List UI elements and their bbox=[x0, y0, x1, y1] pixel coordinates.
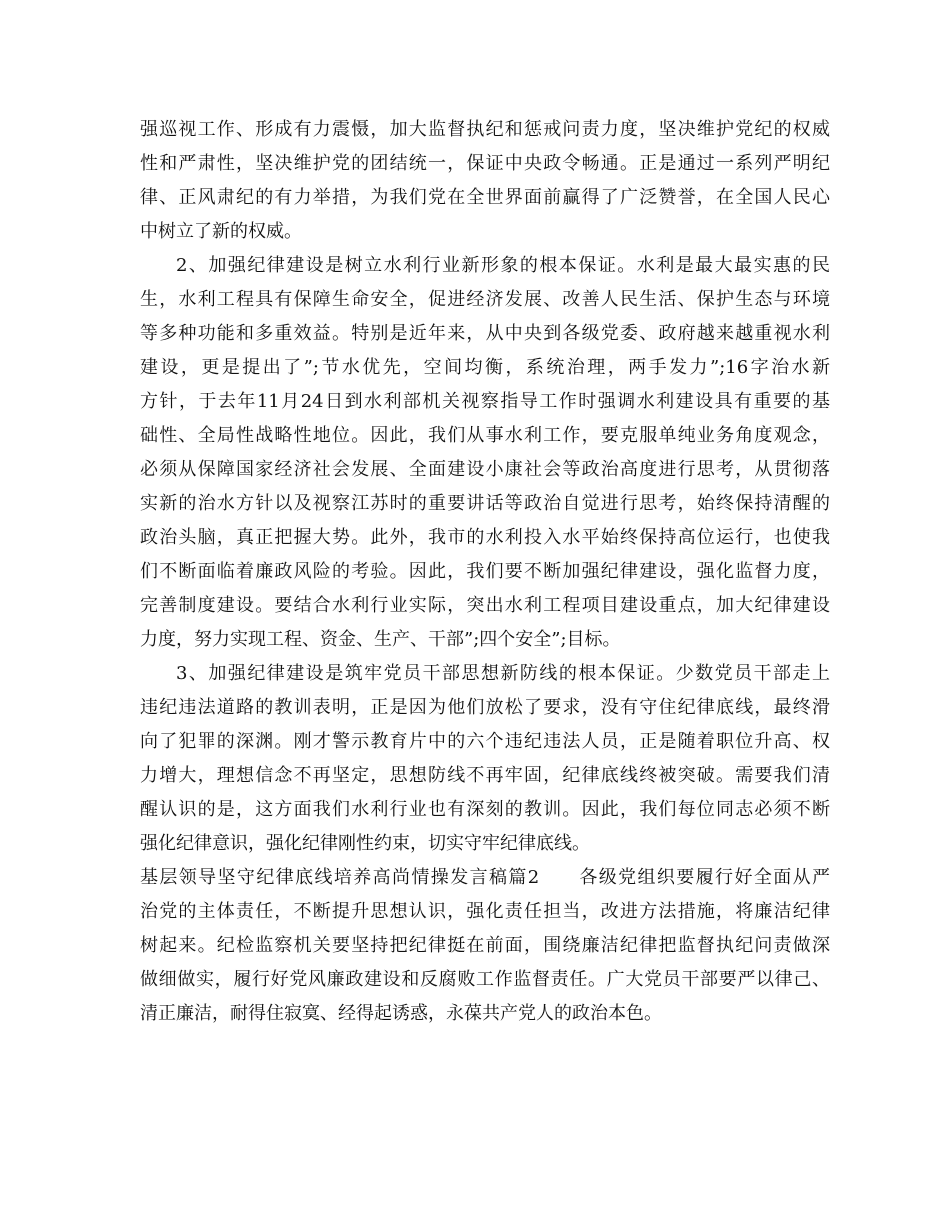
text-line: 政治头脑，真正把握大势。此外，我市的水利投入水平始终保持高位运行，也使我 bbox=[140, 527, 830, 548]
paragraph-start-line: 2、加强纪律建设是树立水利行业新形象的根本保证。水利是最大最实惠的民 bbox=[176, 255, 830, 276]
text-line: 醒认识的是，这方面我们水利行业也有深刻的教训。因此，我们每位同志必须不断 bbox=[140, 799, 830, 820]
text-line: 向了犯罪的深渊。刚才警示教育片中的六个违纪违法人员，正是随着职位升高、权 bbox=[140, 731, 830, 752]
text-line: 做细做实，履行好党风廉政建设和反腐败工作监督责任。广大党员干部要严以律己、 bbox=[140, 969, 830, 990]
text-line: 治党的主体责任，不断提升思想认识，强化责任担当，改进方法措施，将廉洁纪律 bbox=[140, 901, 830, 922]
text-line: 强巡视工作、形成有力震慑，加大监督执纪和惩戒问责力度，坚决维护党纪的权威 bbox=[140, 119, 830, 140]
text-line: 力度，努力实现工程、资金、生产、干部”;四个安全”;目标。 bbox=[140, 629, 621, 650]
text-line: 律、正风肃纪的有力举措，为我们党在全世界面前赢得了广泛赞誉，在全国人民心 bbox=[140, 187, 830, 208]
text-line: 等多种功能和多重效益。特别是近年来，从中央到各级党委、政府越来越重视水利 bbox=[140, 323, 830, 344]
section-heading-line: 基层领导坚守纪律底线培养高尚情操发言稿篇2 各级党组织要履行好全面从严 bbox=[140, 867, 830, 888]
text-line: 中树立了新的权威。 bbox=[140, 221, 302, 242]
text-line: 必须从保障国家经济社会发展、全面建设小康社会等政治高度进行思考，从贯彻落 bbox=[140, 459, 830, 480]
text-line: 实新的治水方针以及视察江苏时的重要讲话等政治自觉进行思考，始终保持清醒的 bbox=[140, 493, 830, 514]
text-line: 础性、全局性战略性地位。因此，我们从事水利工作，要克服单纯业务角度观念， bbox=[140, 425, 830, 446]
text-line: 强化纪律意识，强化纪律刚性约束，切实守牢纪律底线。 bbox=[140, 833, 590, 854]
text-line: 方针，于去年11月24日到水利部机关视察指导工作时强调水利建设具有重要的基 bbox=[140, 391, 830, 412]
paragraph-start-line: 3、加强纪律建设是筑牢党员干部思想新防线的根本保证。少数党员干部走上 bbox=[176, 663, 830, 684]
document-body bbox=[140, 113, 830, 1031]
text-line: 建设，更是提出了”;节水优先，空间均衡，系统治理，两手发力”;16字治水新 bbox=[140, 357, 830, 378]
text-line: 违纪违法道路的教训表明，正是因为他们放松了要求，没有守住纪律底线，最终滑 bbox=[140, 697, 830, 718]
text-line: 树起来。纪检监察机关要坚持把纪律挺在前面，围绕廉洁纪律把监督执纪问责做深 bbox=[140, 935, 830, 956]
text-line: 生，水利工程具有保障生命安全，促进经济发展、改善人民生活、保护生态与环境 bbox=[140, 289, 830, 310]
text-line: 完善制度建设。要结合水利行业实际，突出水利工程项目建设重点，加大纪律建设 bbox=[140, 595, 830, 616]
text-line: 性和严肃性，坚决维护党的团结统一，保证中央政令畅通。正是通过一系列严明纪 bbox=[140, 153, 830, 174]
text-line: 力增大，理想信念不再坚定，思想防线不再牢固，纪律底线终被突破。需要我们清 bbox=[140, 765, 830, 786]
text-line: 清正廉洁，耐得住寂寞、经得起诱惑，永葆共产党人的政治本色。 bbox=[140, 1003, 662, 1024]
text-line: 们不断面临着廉政风险的考验。因此，我们要不断加强纪律建设，强化监督力度， bbox=[140, 561, 830, 582]
